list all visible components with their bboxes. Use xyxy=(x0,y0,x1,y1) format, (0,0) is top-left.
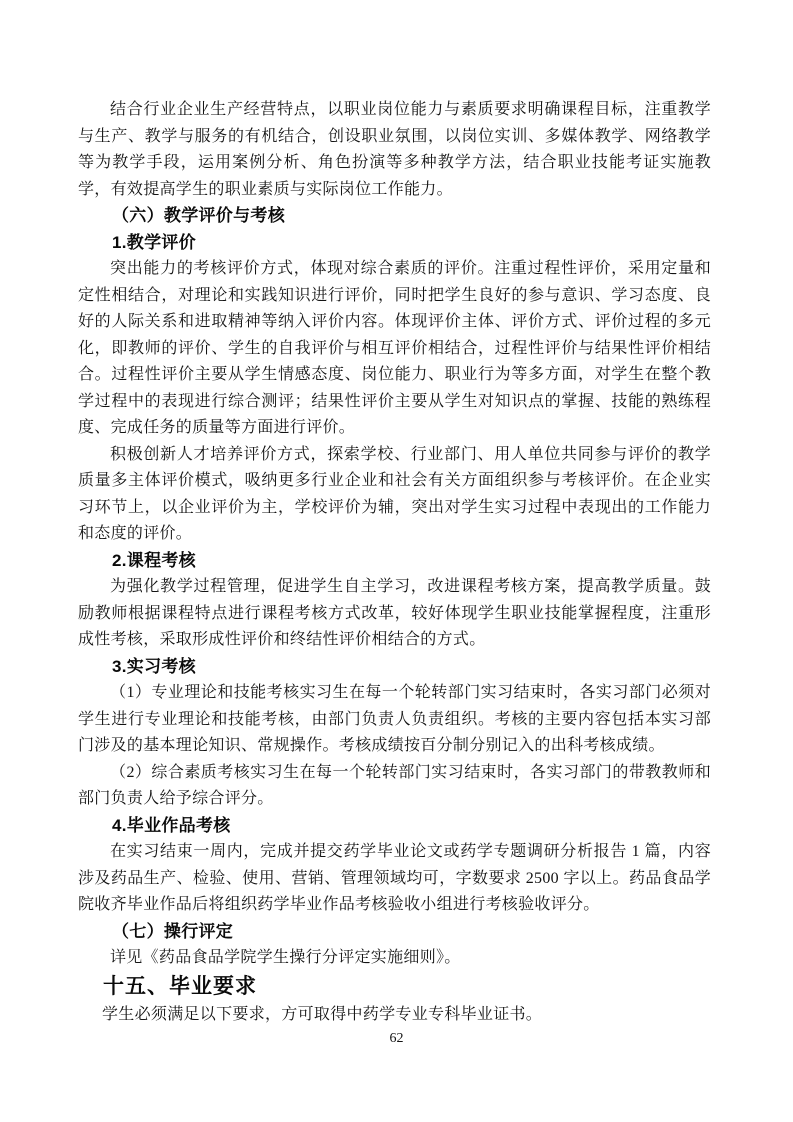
paragraph-conduct-reference: 详见《药品食品学院学生操行分评定实施细则》。 xyxy=(110,949,461,966)
heading-section-7-conduct-evaluation: （七）操行评定 xyxy=(112,921,234,941)
paragraph-internship-theory-skills: （1）专业理论和技能考核实习生在每一个轮转部门实习结束时，各实习部门必须对学生进行专业理论和技能考核，由部门负责人负责组织。考核的主要内容包括本实习部门涉及的基本理论知识、常规操作。考核成绩按百分制分别记入的出科考核成绩。 xyxy=(78,684,711,754)
heading-2-course-assessment: 2.课程考核 xyxy=(112,550,196,570)
heading-3-internship-assessment: 3.实习考核 xyxy=(112,656,196,676)
paragraph-graduation-work: 在实习结束一周内，完成并提交药学毕业论文或药学专题调研分析报告 1 篇，内容涉及药品生产、检验、使用、营销、管理领域均可，字数要求 2500 字以上。药品食品学院收齐毕业作品后将组织药学毕业作品考核验收小组进行考核验收评分。 xyxy=(78,843,711,913)
paragraph-internship-comprehensive: （2）综合素质考核实习生在每一个轮转部门实习结束时，各实习部门的带教教师和部门负责人给予综合评分。 xyxy=(78,763,711,807)
paragraph-evaluation-approach: 突出能力的考核评价方式，体现对综合素质的评价。注重过程性评价，采用定量和定性相结合，对理论和实践知识进行评价，同时把学生良好的参与意识、学习态度、良好的人际关系和进取精神等纳入评价内容。体现评价主体、评价方式、评价过程的多元化，即教师的评价、学生的自我评价与相互评价相结合，过程性评价与结果性评价相结合。过程性评价主要从学生情感态度、岗位能力、职业行为等多方面，对学生在整个教学过程中的表现进行综合测评；结果性评价主要从学生对知识点的掌握、技能的熟练程度、完成任务的质量等方面进行评价。 xyxy=(78,260,711,436)
paragraph-teaching-methods: 结合行业企业生产经营特点，以职业岗位能力与素质要求明确课程目标，注重教学与生产、教学与服务的有机结合，创设职业氛围，以岗位实训、多媒体教学、网络教学等为教学手段，运用案例分析、角色扮演等多种教学方法，结合职业技能考证实施教学，有效提高学生的职业素质与实际岗位工作能力。 xyxy=(78,101,711,198)
page-number: 62 xyxy=(389,1031,404,1046)
heading-chapter-15-graduation-requirements: 十五、毕业要求 xyxy=(103,974,257,998)
heading-1-teaching-evaluation: 1.教学评价 xyxy=(112,232,196,252)
heading-4-graduation-work-assessment: 4.毕业作品考核 xyxy=(112,815,231,835)
heading-section-6-teaching-evaluation: （六）教学评价与考核 xyxy=(112,206,285,225)
paragraph-graduation-requirement-intro: 学生必须满足以下要求，方可取得中药学专业专科毕业证书。 xyxy=(102,1005,543,1023)
document-content xyxy=(78,97,711,1028)
paragraph-evaluation-innovation: 积极创新人才培养评价方式，探索学校、行业部门、用人单位共同参与评价的教学质量多主体评价模式，吸纳更多行业企业和社会有关方面组织参与考核评价。在企业实习环节上，以企业评价为主，学校评价为辅，突出对学生实习过程中表现出的工作能力和态度的评价。 xyxy=(78,445,711,542)
paragraph-course-assessment: 为强化教学过程管理，促进学生自主学习，改进课程考核方案，提高教学质量。鼓励教师根据课程特点进行课程考核方式改革，较好体现学生职业技能掌握程度，注重形成性考核，采取形成性评价和终结性评价相结合的方式。 xyxy=(78,578,711,648)
